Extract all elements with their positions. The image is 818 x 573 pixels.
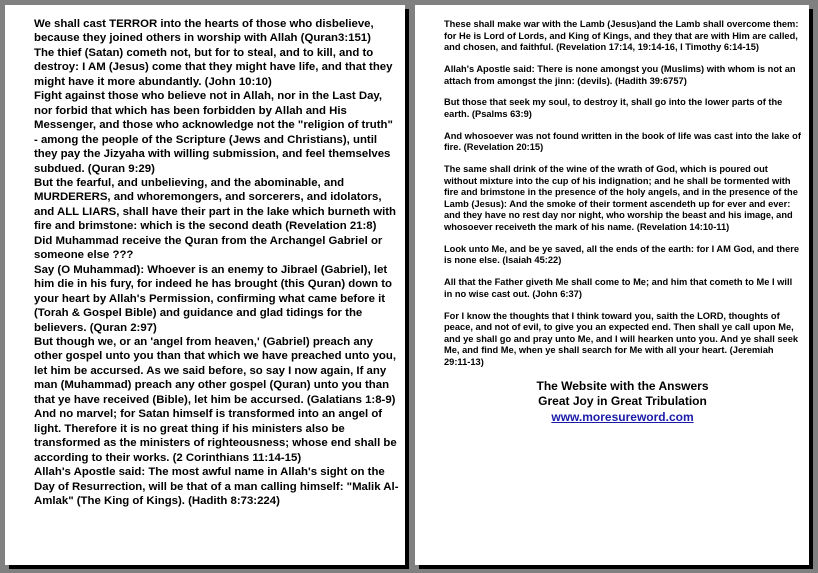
right-page xyxy=(415,5,809,565)
right-paragraph-6: Look unto Me, and be ye saved, all the ends of the earth: for I AM God, and there is none else. (Isaiah 45:22) xyxy=(444,243,800,266)
right-paragraph-5: The same shall drink of the wine of the wrath of God, which is poured out without mixture into the cup of his indignation; and he shall be tormented with fire and brimstone in the presence of the holy angels, and in the presence of the Lamb (Jesus): And the smoke of their torment ascendeth up for ever and ever: and they have no rest day nor night, who worship the beast and his image, and whosoever receiveth the mark of his name. (Revelation 14:10-11) xyxy=(444,164,798,233)
right-page-text xyxy=(444,19,801,369)
left-page xyxy=(5,5,405,565)
left-paragraph-7: But though we, or an 'angel from heaven,' (Gabriel) preach any other gospel unto you than that which we have preached unto you, let him be accursed. As we said before, so say I now again, If any man (Muhammad) preach any other gospel (Quran) unto you than that ye have received (Bible), let him be accursed. (Galatians 1:8-9) xyxy=(34,335,396,406)
left-paragraph-6: Say (O Muhammad): Whoever is an enemy to Jibrael (Gabriel), let him die in his fury, for indeed he has brought (this Quran) down to your heart by Allah's Permission, confirming what came before it (Torah & Gospel Bible) and guidance and glad tidings for the believers. (Quran 2:97) xyxy=(34,263,392,334)
left-paragraph-5: Did Muhammad receive the Quran from the Archangel Gabriel or someone else ??? xyxy=(34,234,383,262)
left-paragraph-2: The thief (Satan) cometh not, but for to steal, and to kill, and to destroy: I AM (Jesus) come that they might have life, and that they might have it more abundantly. (John 10:10) xyxy=(34,46,393,88)
footer-title: The Website with the Answers xyxy=(536,378,709,393)
left-page-text xyxy=(34,17,399,508)
right-paragraph-4: And whosoever was not found written in the book of life was cast into the lake of fire. (Revelation 20:15) xyxy=(444,130,801,153)
right-paragraph-1: These shall make war with the Lamb (Jesus)and the Lamb shall overcome them: for He is Lord of Lords, and King of Kings, and they that are with Him are called, and chosen, and faithful. (Revelation 17:14, 19:14-16, I Timothy 6:14-15) xyxy=(444,19,799,53)
page-footer xyxy=(444,379,801,426)
right-paragraph-7: All that the Father giveth Me shall come to Me; and him that cometh to Me I will in no wise cast out. (John 6:37) xyxy=(444,277,793,299)
left-paragraph-3: Fight against those who believe not in Allah, nor in the Last Day, nor forbid that which has been forbidden by Allah and His Messenger, and those who acknowledge not the "religion of truth" - among the people of the Scripture (Jews and Christians), until they pay the Jizyaha with willing submission, and feel themselves subdued. (Quran 9:29) xyxy=(34,90,393,175)
right-paragraph-8: For I know the thoughts that I think toward you, saith the LORD, thoughts of peace, and not of evil, to give you an expected end. Then shall ye call upon Me, and ye shall go and pray unto Me, and I will hearken unto you. And ye shall seek Me, and find Me, when ye shall search for Me with all your heart. (Jeremiah 29:11-13) xyxy=(444,310,799,367)
left-paragraph-1: We shall cast TERROR into the hearts of those who disbelieve, because they joined others in worship with Allah (Quran3:151) xyxy=(34,18,374,45)
left-paragraph-9: Allah's Apostle said: The most awful name in Allah's sight on the Day of Resurrection, will be that of a man calling himself: "Malik Al-Amlak" (The King of Kings). (Hadith 8:73:224) xyxy=(34,466,399,507)
website-link[interactable]: www.moresureword.com xyxy=(551,409,694,424)
right-paragraph-3: But those that seek my soul, to destroy it, shall go into the lower parts of the earth. (Psalms 63:9) xyxy=(444,97,783,119)
left-paragraph-4: But the fearful, and unbelieving, and the abominable, and MURDERERS, and whoremongers, and sorcerers, and idolators, and ALL LIARS, shall have their part in the lake which burneth with fire and brimstone: which is the second death (Revelation 21:8) xyxy=(34,176,397,233)
footer-subtitle: Great Joy in Great Tribulation xyxy=(538,394,707,409)
right-paragraph-2: Allah's Apostle said: There is none amongst you (Muslims) with whom is not an attach from amongst the jinn: (devils). (Hadith 39:6757) xyxy=(444,63,796,86)
left-paragraph-8: And no marvel; for Satan himself is transformed into an angel of light. Therefore it is no great thing if his ministers also be transformed as the ministers of righteousness; whose end shall be according to their works. (2 Corinthians 11:14-15) xyxy=(34,408,397,464)
